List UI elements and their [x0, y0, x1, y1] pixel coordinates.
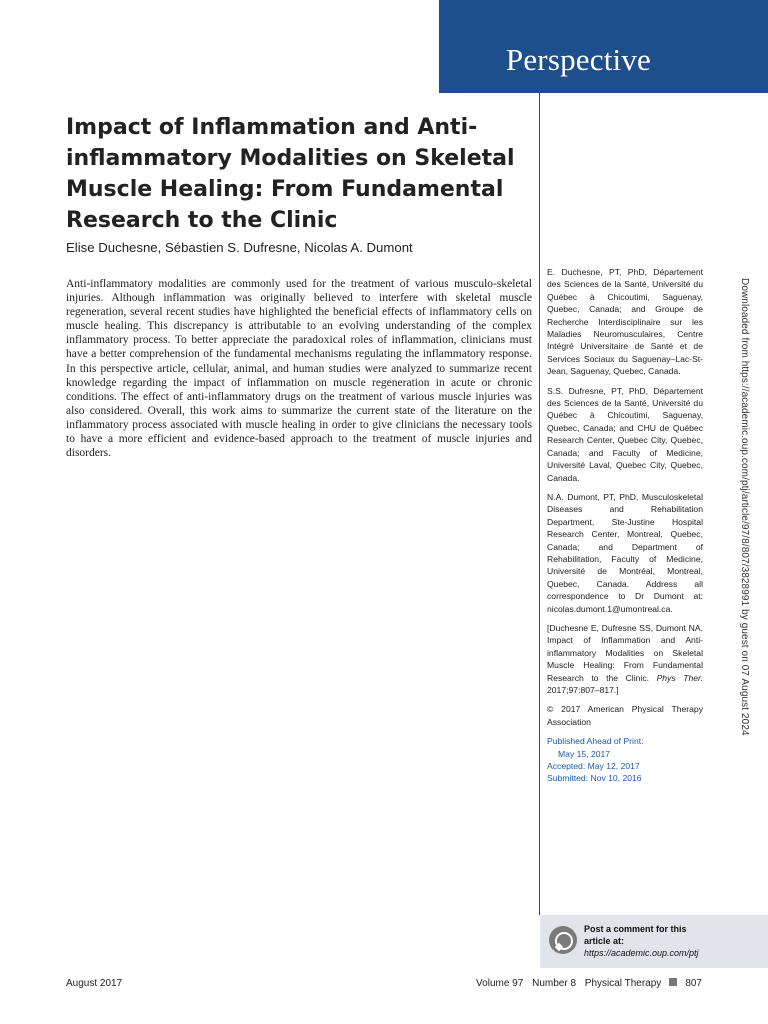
published-date: May 15, 2017: [558, 748, 611, 759]
comment-box: [540, 915, 768, 968]
comment-bubble-icon: [549, 926, 577, 954]
affiliations-sidebar: [547, 266, 703, 785]
citation-suffix: 2017;97:807–817.]: [547, 685, 619, 695]
section-banner: [439, 0, 768, 93]
affiliation-dumont: [547, 491, 703, 615]
section-label: Perspective: [505, 42, 651, 77]
footer-page: 807: [685, 978, 702, 989]
accepted-date: Accepted: May 12, 2017: [547, 761, 640, 772]
column-divider: [539, 93, 540, 915]
comment-link[interactable]: https://academic.oup.com/ptj: [584, 948, 699, 958]
citation-prefix: [Duchesne E, Dufresne SS, Dumont NA. Impact of Inflammation and Anti-inflammatory Modalities on Skeletal Muscle Healing: From Fundamental Research to the Clinic.: [547, 622, 703, 683]
footer-date: August 2017: [66, 978, 123, 989]
publication-dates: [547, 735, 703, 785]
citation: [547, 622, 703, 696]
footer-journal: Physical Therapy: [584, 978, 662, 989]
download-note: Downloaded from https://academic.oup.com/ptj/article/97/8/807/3828991 by guest on 07 August 2024: [739, 278, 750, 736]
square-bullet-icon: [669, 978, 677, 986]
citation-journal: Phys Ther.: [656, 672, 703, 683]
article-abstract: Anti-inflammatory modalities are commonly used for the treatment of various musculo-skeletal injuries. Although inflammation was originally believed to interfere with skeletal muscle regeneration, several recent studies have highlighted the beneficial effects of inflammatory cells on muscle healing. This discrepancy is attributable to an evolving understanding of the complex inflammatory process. To better appreciate the paradoxical roles of inflammation, clinicians must have a better comprehension of the fundamental mechanisms regulating the inflammatory response. In this perspective article, cellular, animal, and human studies were analyzed to summarize recent knowledge regarding the impact of inflammation on muscle regeneration in acute or chronic conditions. The effect of anti-inflammatory drugs on the treatment of various muscle injuries was also considered. Overall, this work aims to summarize the current state of the literature on the inflammatory process associated with muscle healing in order to give clinicians the necessary tools to have a more efficient and evidence-based approach to the treatment of muscle injuries and disorders.: [66, 278, 532, 460]
footer-number: Number 8: [532, 978, 576, 989]
published-label: Published Ahead of Print:: [547, 736, 644, 747]
article-title: Impact of Inflammation and Anti-inflammatory Modalities on Skeletal Muscle Healing: From Fundamental Research to the Clinic: [66, 115, 515, 233]
affiliation-duchesne: E. Duchesne, PT, PhD, Département des Sciences de la Santé, Université du Québec à Chicoutimi, Saguenay, Quebec, Canada; and Groupe de Recherche Interdisciplinaire sur les Maladies Neuromusculaires, Centre Intégré Universitaire de Santé et de Services Sociaux du Saguenay–Lac-St-Jean, Saguenay, Quebec, Canada.: [547, 267, 703, 377]
article-authors: Elise Duchesne, Sébastien S. Dufresne, Nicolas A. Dumont: [66, 240, 413, 255]
footer-info: [470, 978, 702, 989]
comment-prompt: Post a comment for this article at:: [584, 924, 687, 946]
affiliation-dufresne: S.S. Dufresne, PT, PhD, Département des Sciences de la Santé, Université du Québec à Chicoutimi, Saguenay, Quebec, Canada; and CHU de Québec Research Center, Quebec City, Quebec, Canada; and Faculty of Medicine, Université Laval, Quebec City, Quebec, Canada.: [547, 385, 703, 483]
submitted-date: Submitted: Nov 10, 2016: [547, 773, 642, 784]
footer-volume: Volume 97: [476, 978, 524, 989]
copyright: © 2017 American Physical Therapy Association: [547, 704, 703, 727]
affiliation-dumont-text: N.A. Dumont, PT, PhD, Musculoskeletal Diseases and Rehabilitation Department, Ste-Justine Hospital Research Center, Montreal, Quebec, Canada; and Department of Rehabilitation, Faculty of Medicine, Université de Montréal, Montreal, Quebec, Canada. Address all correspondence to Dr Dumont at: nicolas.dumont.1@umontreal.ca.: [547, 491, 703, 614]
